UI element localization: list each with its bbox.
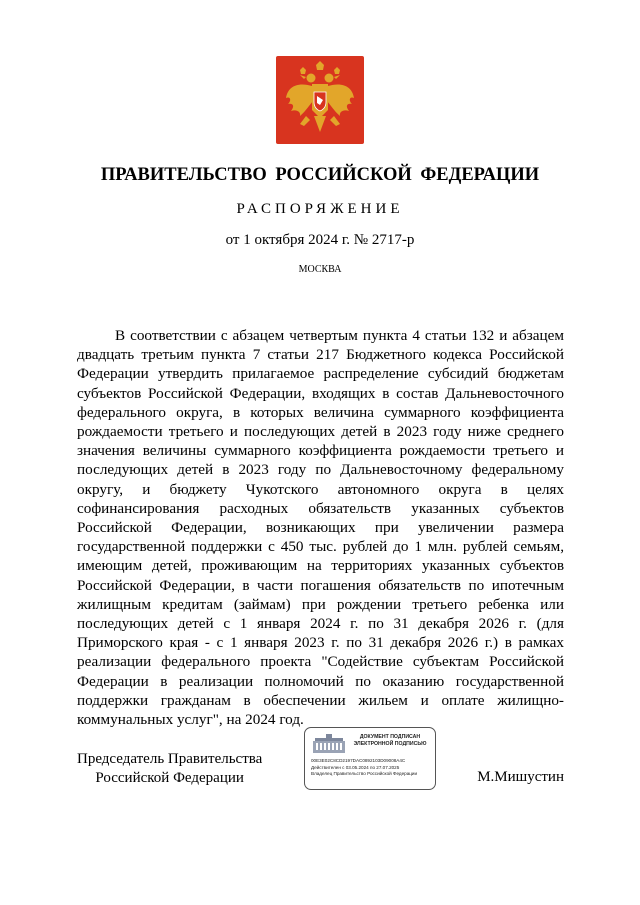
stamp-owner: Владелец Правительство Российской Федерации [311,770,418,776]
coat-of-arms-emblem [276,56,364,144]
government-title: ПРАВИТЕЛЬСТВО РОССИЙСКОЙ ФЕДЕРАЦИИ [100,165,540,185]
order-paragraph: В соответствии с абзацем четвертым пункта 4 статьи 132 и абзацем двадцать третьим пункта 7 статьи 217 Бюджетного кодекса Российской Федерации утвердить прилагаемое распределение субсидий бюджетам субъектов Российской Федерации, входящих в состав Дальневосточного федерального округа, в которых величина суммарного коэффициента рождаемости третьего и последующих детей в 2023 году ниже среднего значения величины суммарного коэффициента рождаемости третьего и последующих детей в 2023 году по Дальневосточному федеральному округу, и бюджету Чукотского автономного округа в целях софинансирования расходных обязательств указанных субъектов Российской Федерации, возникающих при увеличении размера государственной поддержки с 450 тыс. рублей до 1 млн. рублей семьям, имеющим детей, проживающим на территориях указанных субъектов Российской Федерации, в части погашения обязательств по ипотечным жилищным кредитам (займам) при рождении третьего ребенка или последующих детей с 1 января 2024 г. по 31 декабря 2026 г. (для Приморского края - с 1 января 2023 г. по 31 декабря 2026 г.) в рамках реализации федерального проекта "Содействие субъектам Российской Федерации в реализации полномочий по оказанию государственной поддержки гражданам в обеспечении жильем и оплате жилищно-коммунальных услуг", на 2024 год. [77,327,564,729]
signer-position-line2: Российской Федерации [95,770,244,786]
signer-name: М.Мишустин [477,769,564,785]
stamp-building-icon [312,734,346,754]
stamp-validity [311,765,417,776]
electronic-signature-stamp [304,727,436,790]
stamp-title: ДОКУМЕНТ ПОДПИСАН ЭЛЕКТРОННОЙ ПОДПИСЬЮ [353,734,427,747]
document-type: РАСПОРЯЖЕНИЕ [236,201,404,217]
signer-position [77,750,262,788]
signer-position-line1: Председатель Правительства [77,751,263,767]
stamp-certificate: 00E3E02C8CD2197DAC0892103D09008A4C [311,758,406,763]
stamp-valid-dates: Действителен с 03.05.2024 по 27.07.2025 [311,765,400,770]
document-date-number: от 1 октября 2024 г. № 2717-р [225,232,415,248]
document-city: МОСКВА [298,264,342,275]
